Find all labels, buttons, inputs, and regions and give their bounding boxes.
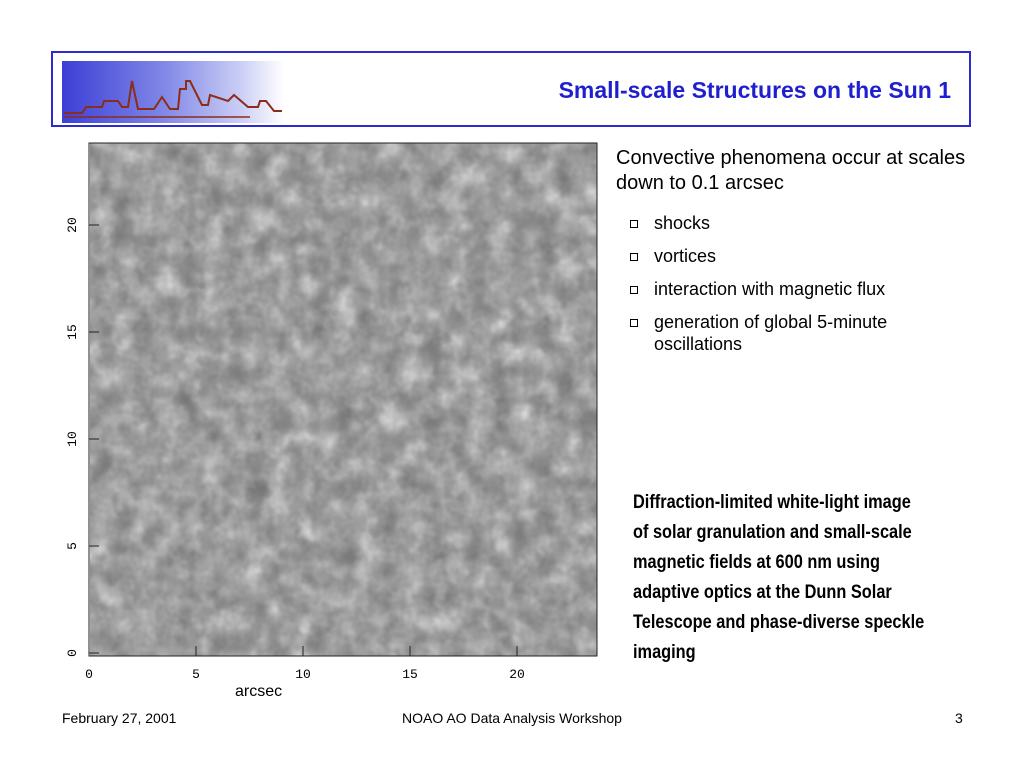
y-tick-label: 0 (65, 649, 80, 657)
list-item: generation of global 5-minute oscillations (630, 311, 970, 355)
bullet-square-icon (630, 253, 638, 261)
x-axis-label: arcsec (235, 683, 283, 700)
x-tick-label: 20 (509, 667, 525, 682)
bullet-square-icon (630, 319, 638, 327)
main-bullet-text: Convective phenomena occur at scales down to 0.1 arcsec (616, 147, 966, 194)
bullet-square-icon (630, 220, 638, 228)
image-caption: Diffraction-limited white-light image of solar granulation and small-scale magnetic fields at 600 nm using adaptive optics at the Dunn Solar Telescope and phase-diverse speckle imaging (633, 492, 925, 663)
y-tick-label: 20 (65, 217, 80, 233)
x-axis-ticks (85, 646, 525, 682)
y-axis-ticks (65, 217, 99, 657)
footer-event: NOAO AO Data Analysis Workshop (402, 710, 622, 726)
slide-title: Small-scale Structures on the Sun 1 (558, 77, 951, 103)
y-tick-label: 5 (65, 542, 80, 550)
footer-page-number: 3 (955, 710, 963, 726)
y-tick-label: 10 (65, 431, 80, 447)
bullet-square-icon (630, 286, 638, 294)
x-tick-label: 0 (85, 667, 93, 682)
x-tick-label: 10 (295, 667, 311, 682)
x-tick-label: 15 (402, 667, 418, 682)
list-item: interaction with magnetic flux (630, 278, 970, 300)
x-tick-label: 5 (192, 667, 200, 682)
list-item: shocks (630, 212, 970, 234)
y-tick-label: 15 (65, 324, 80, 340)
list-item: vortices (630, 245, 970, 267)
footer-date: February 27, 2001 (62, 710, 177, 726)
sub-bullet-list (630, 212, 970, 366)
